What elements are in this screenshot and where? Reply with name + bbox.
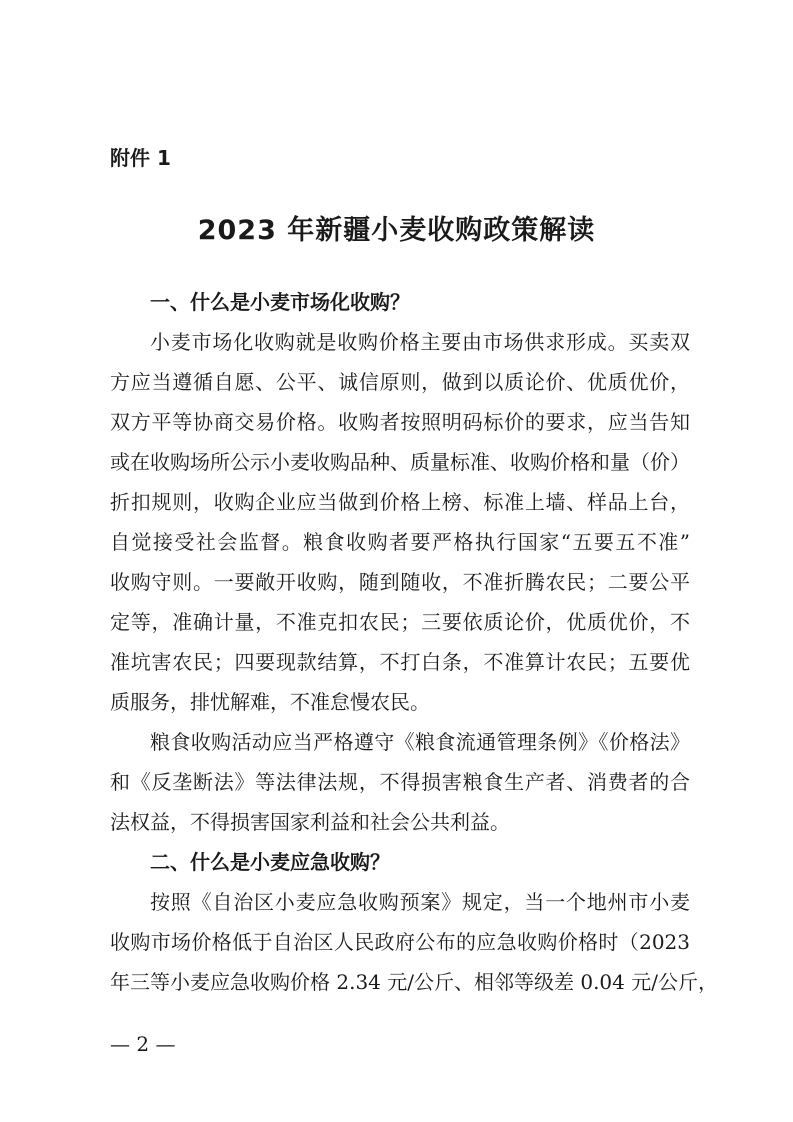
text-line: 方应当遵循自愿、公平、诚信原则，做到以质论价、优质优价， bbox=[110, 370, 690, 394]
text-line: 收购守则。一要敞开收购，随到随收，不准折腾农民；二要公平 bbox=[110, 570, 690, 594]
section-heading-market-purchase: 一、什么是小麦市场化收购？ bbox=[150, 290, 410, 314]
text-line: 质服务，排忧解难，不准怠慢农民。 bbox=[110, 690, 430, 714]
text-line: 法权益，不得损害国家利益和社会公共利益。 bbox=[110, 810, 510, 834]
text-line: 双方平等协商交易价格。收购者按照明码标价的要求，应当告知 bbox=[110, 410, 690, 434]
text-line: 或在收购场所公示小麦收购品种、质量标准、收购价格和量（价） bbox=[110, 450, 690, 474]
text-line: 收购市场价格低于自治区人民政府公布的应急收购价格时（2023 bbox=[110, 930, 690, 954]
page-number: — 2 — bbox=[110, 1032, 176, 1056]
attachment-label: 附件 1 bbox=[110, 146, 171, 170]
text-line: 准坑害农民；四要现款结算，不打白条，不准算计农民；五要优 bbox=[110, 650, 690, 674]
text-line: 折扣规则，收购企业应当做到价格上榜、标准上墙、样品上台， bbox=[110, 490, 690, 514]
text-line: 按照《自治区小麦应急收购预案》规定，当一个地州市小麦 bbox=[150, 890, 690, 914]
text-line: 小麦市场化收购就是收购价格主要由市场供求形成。买卖双 bbox=[150, 330, 690, 354]
section-heading-emergency-purchase: 二、什么是小麦应急收购？ bbox=[150, 850, 390, 874]
paragraph-market-purchase-definition bbox=[110, 322, 690, 722]
document-body bbox=[110, 282, 718, 1002]
text-line: 定等，准确计量，不准克扣农民；三要依质论价，优质优价，不 bbox=[110, 610, 690, 634]
paragraph-legal-compliance bbox=[110, 722, 690, 842]
paragraph-emergency-purchase-plan bbox=[110, 882, 718, 1002]
text-line: 年三等小麦应急收购价格 2.34 元/公斤、相邻等级差 0.04 元/公斤， bbox=[110, 970, 718, 994]
text-line: 粮食收购活动应当严格遵守《粮食流通管理条例》《价格法》 bbox=[150, 730, 690, 754]
text-line: 自觉接受社会监督。粮食收购者要严格执行国家“五要五不准” bbox=[110, 530, 690, 554]
text-line: 和《反垄断法》等法律法规，不得损害粮食生产者、消费者的合 bbox=[110, 770, 690, 794]
document-title: 2023 年新疆小麦收购政策解读 bbox=[197, 215, 596, 246]
